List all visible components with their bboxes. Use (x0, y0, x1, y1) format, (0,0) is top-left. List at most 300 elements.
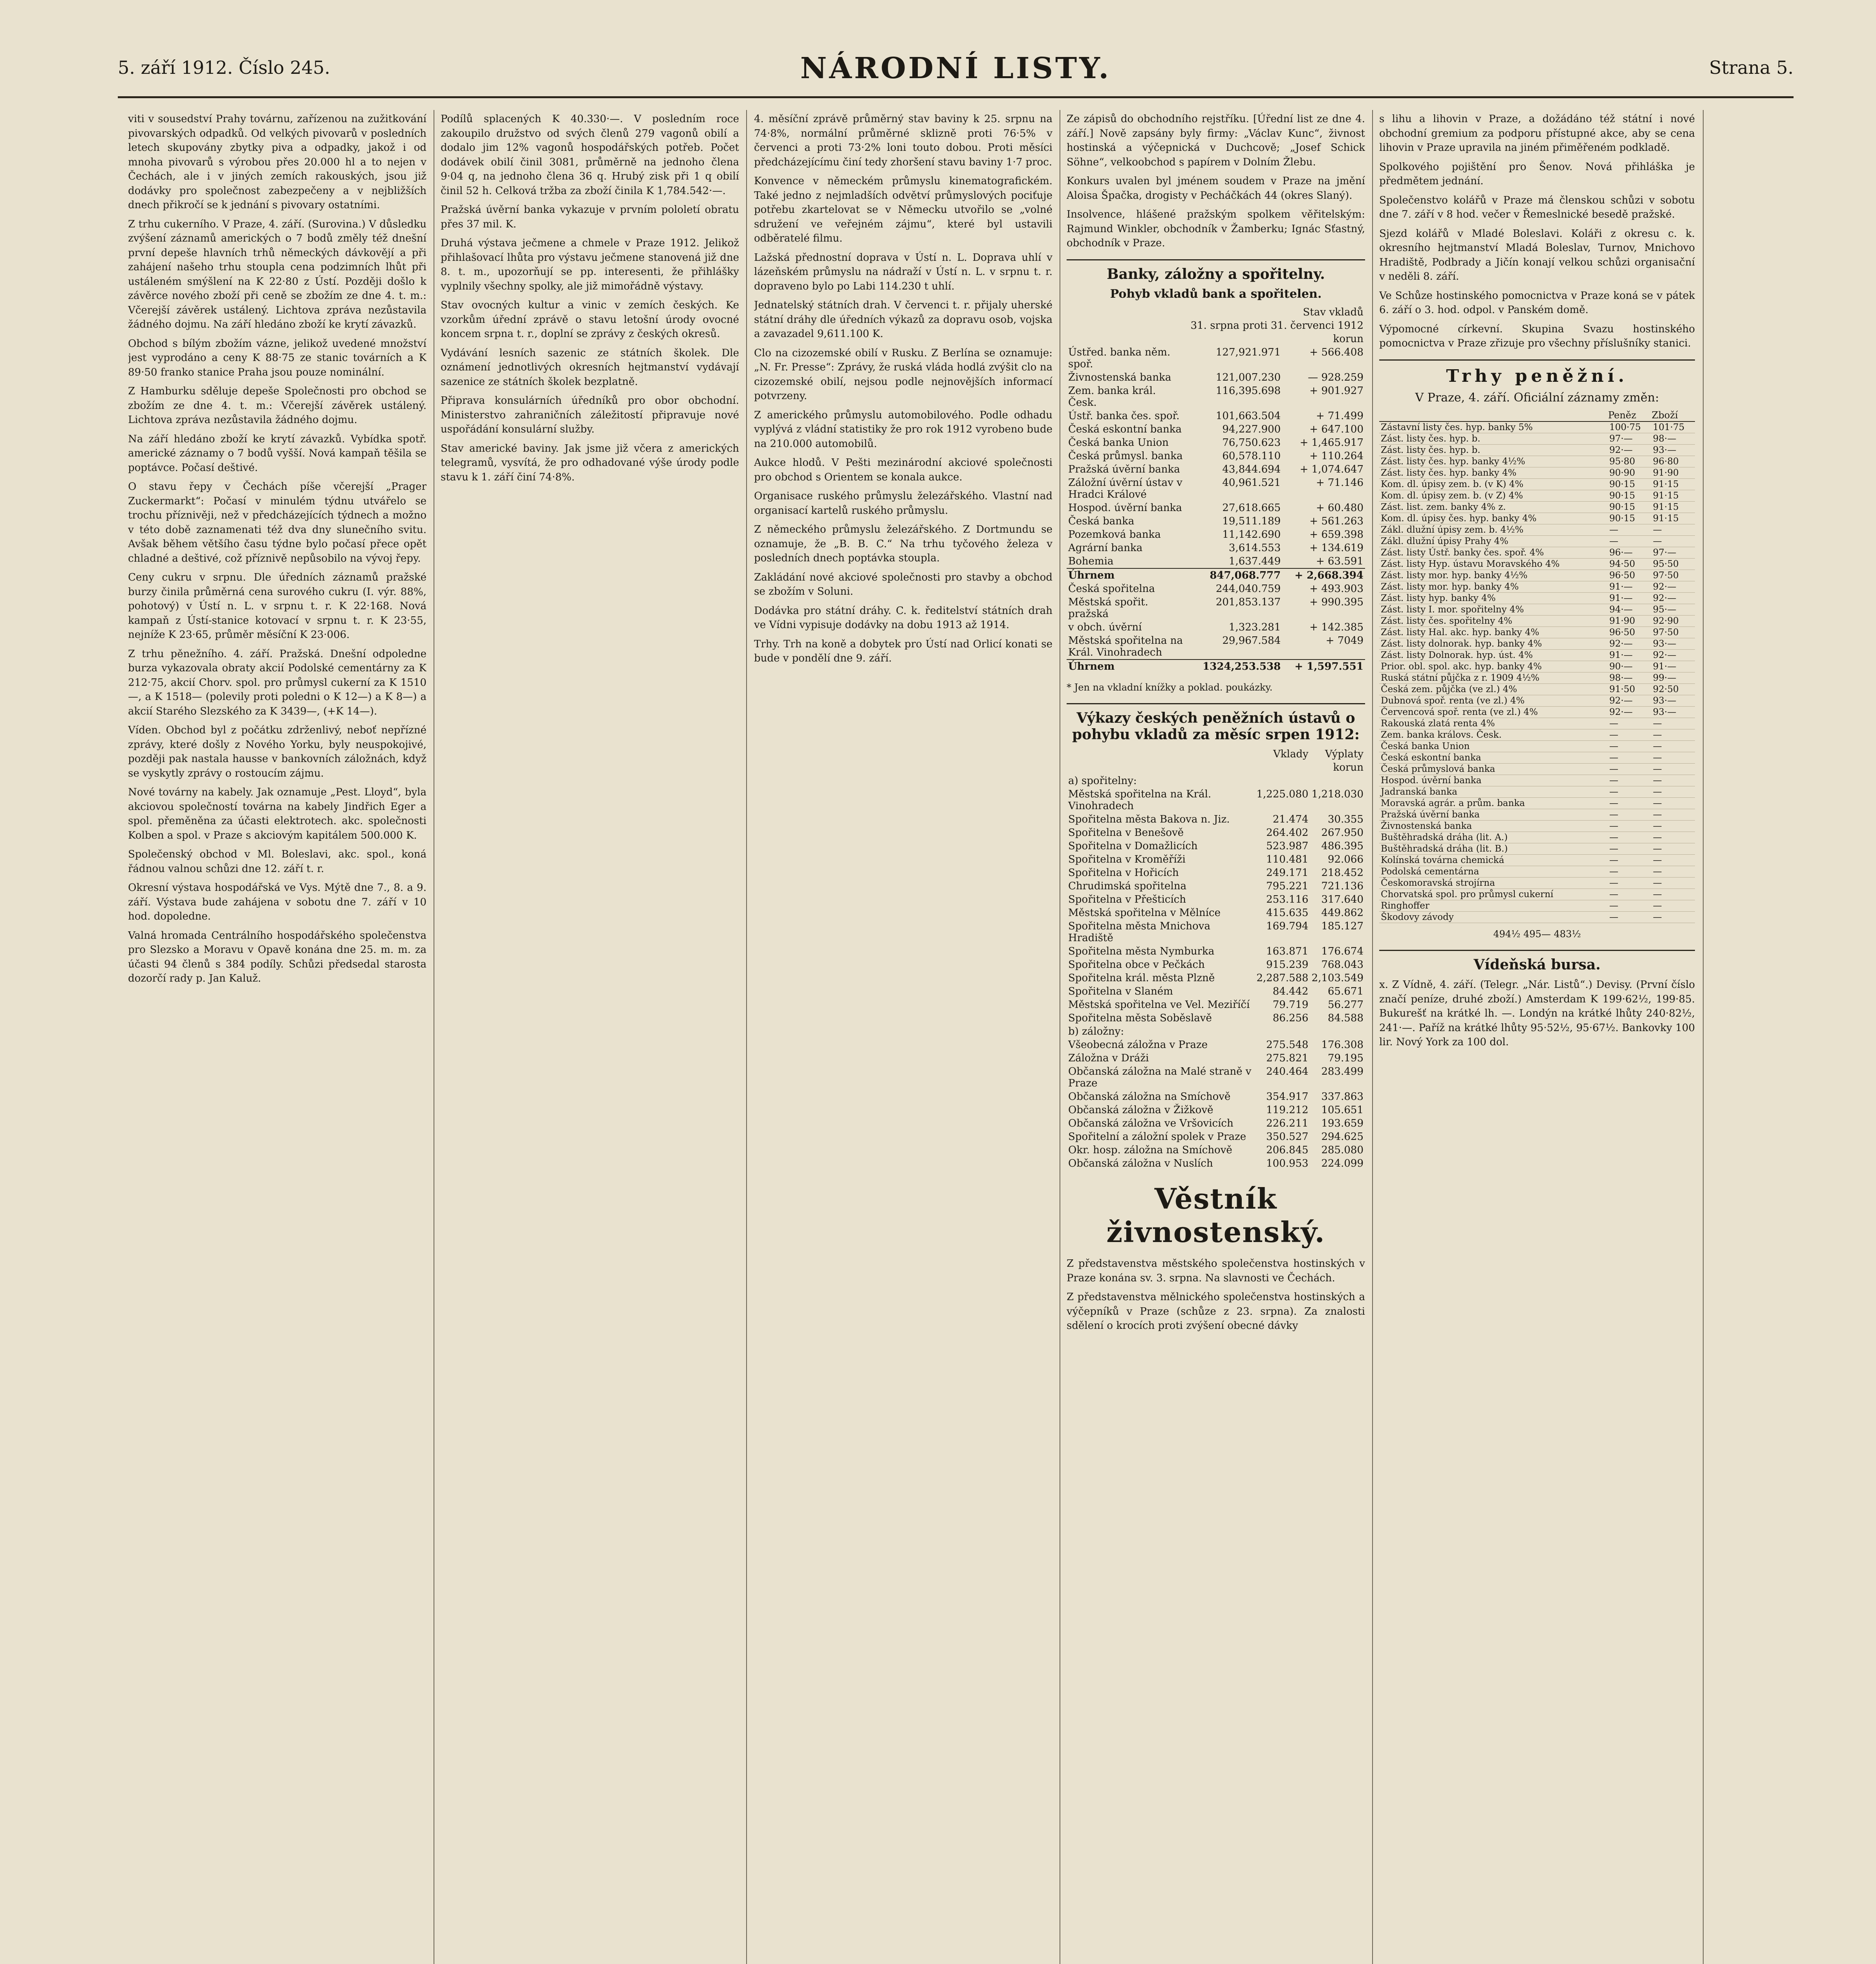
table-row (1067, 476, 1365, 501)
row-value: 100·75 (1608, 421, 1651, 433)
row-value: 224.099 (1321, 1158, 1364, 1169)
table-row (1067, 371, 1365, 384)
row-label: Zást. listy čes. hyp. banky 4½% (1379, 456, 1608, 467)
row-value: 267.950 (1321, 827, 1364, 839)
row-value: 110.481 (1266, 854, 1309, 865)
row-value: 92.066 (1328, 854, 1364, 865)
header-rule (118, 96, 1794, 98)
row-value: — (1608, 900, 1651, 911)
article-paragraph: Valná hromada Centrálního hospodářského společenstva pro Slezsko a Moravu v Opavě konána dne 25. m. m. za účasti 94 členů s 384 podíly. Schůzi předsedal starosta dozorčí rady p. Jan Kaluž. (128, 929, 426, 984)
table-row (1379, 695, 1695, 706)
row-label: Pozemková banka (1068, 528, 1161, 540)
table-header: Peněz (1608, 409, 1651, 421)
column-divider (1372, 110, 1373, 1964)
row-value: 92·— (1608, 695, 1651, 706)
row-value: 56.277 (1328, 999, 1364, 1011)
table-row (1067, 1011, 1365, 1025)
table-row (1067, 920, 1365, 945)
row-value: 226.211 (1266, 1118, 1309, 1129)
table-row (1379, 866, 1695, 877)
row-label: Červencová spoř. renta (ve zl.) 4% (1379, 706, 1608, 718)
row-value: — (1651, 889, 1695, 900)
table-row (1067, 866, 1365, 879)
row-label: Zem. banka královs. Česk. (1379, 729, 1608, 740)
table-row (1379, 558, 1695, 570)
table-row (1067, 813, 1365, 826)
table-row (1067, 541, 1365, 555)
row-label: Zást. listy Ústř. banky čes. spoř. 4% (1379, 547, 1608, 558)
column-2 (441, 112, 739, 1964)
row-value: + 71.499 (1316, 410, 1364, 422)
row-value: 95·80 (1608, 456, 1651, 467)
row-value: 354.917 (1266, 1091, 1309, 1103)
row-value: — (1651, 820, 1695, 832)
row-value: — (1608, 809, 1651, 820)
row-value: 91·90 (1608, 615, 1651, 627)
row-label: Občanská záložna na Smíchově (1068, 1091, 1231, 1103)
row-value: — (1608, 877, 1651, 889)
table-row (1067, 985, 1365, 998)
article-paragraph: Pražská úvěrní banka vykazuje v prvním pololetí obratu přes 37 mil. K. (441, 204, 739, 230)
table-row (1067, 634, 1365, 660)
table-header: 31. srpna proti 31. červenci 1912 (1190, 319, 1364, 332)
row-value: 79.719 (1272, 999, 1309, 1011)
row-label: Moravská agrár. a prům. banka (1379, 797, 1608, 809)
row-value: — (1651, 866, 1695, 877)
row-label: Buštěhradská dráha (lit. B.) (1379, 843, 1608, 854)
row-value: 91·50 (1608, 683, 1651, 695)
row-value: 768.043 (1321, 959, 1364, 971)
table-row (1379, 501, 1695, 513)
row-value: + 1,465.917 (1299, 436, 1364, 449)
row-label: Městská spořit. pražská (1068, 596, 1148, 620)
table-row (1379, 729, 1695, 740)
table-row (1067, 1038, 1365, 1052)
row-value: — (1651, 877, 1695, 889)
row-label: Spořitelna v Hořicích (1068, 867, 1179, 879)
row-value: 1,218.030 (1311, 788, 1364, 800)
row-value: 121,007.230 (1215, 371, 1281, 383)
table-row (1067, 1143, 1365, 1157)
row-value: 93·— (1651, 444, 1695, 456)
row-label: Buštěhradská dráha (lit. A.) (1379, 832, 1608, 843)
row-label: Zást. listy čes. spořitelny 4% (1379, 615, 1608, 627)
row-label: Hospod. úvěrní banka (1068, 502, 1182, 514)
row-value: 91·— (1651, 661, 1695, 672)
column-4 (1067, 112, 1365, 1964)
article-paragraph: Zakládání nové akciové společnosti pro stavby a obchod se zbožím v Soluni. (754, 571, 1052, 597)
row-value: 244,040.759 (1215, 583, 1281, 595)
article-paragraph: Víden. Obchod byl z počátku zdrženlivý, neboť nepřízné zprávy, které došly z Nového Yorku, byly neuspokojivé, později pak nastala hausse v bankovních záložnách, když se vyskytly zprávy o rostoucím zájmu. (128, 724, 426, 779)
table-row (1067, 1052, 1365, 1065)
article-paragraph: Vydávání lesních sazenic ze státních školek. Dle oznámení jednotlivých okresních hejtmanství vydávají sazenice ze státních školek bezplatně. (441, 347, 739, 388)
table-row (1067, 555, 1365, 568)
row-label: Spořitelna města Nymburka (1068, 945, 1215, 957)
row-value: + 134.619 (1309, 542, 1364, 554)
table-row (1379, 433, 1695, 444)
table-row (1067, 423, 1365, 436)
row-label: Ringhoffer (1379, 900, 1608, 911)
article-paragraph: Konvence v německém průmyslu kinematografickém. Také jedno z nejmladších odvětví průmyslových pociťuje potřebu zkartelovat se v Německu utvořilo se „volné sdružení ve veřejném zájmu“, které byl ustavili odběratelé filmu. (754, 175, 1052, 244)
row-label: Zást. listy I. mor. spořitelny 4% (1379, 604, 1608, 615)
row-label: Chorvatská spol. pro průmysl cukerní (1379, 889, 1608, 900)
row-label: Spořitelní a záložní spolek v Praze (1068, 1131, 1246, 1143)
row-value: 285.080 (1321, 1144, 1364, 1156)
table-row (1379, 820, 1695, 832)
table-row (1379, 877, 1695, 889)
row-value: 92·— (1651, 581, 1695, 592)
row-value: + 566.408 (1309, 346, 1364, 358)
row-value: + 7049 (1325, 634, 1364, 647)
table-row (1379, 809, 1695, 820)
table-row (1067, 945, 1365, 958)
masthead-title: NÁRODNÍ LISTY. (800, 51, 1111, 85)
row-value: 98·— (1608, 672, 1651, 683)
article-paragraph: Druhá výstava ječmene a chmele v Praze 1912. Jelikož přihlašovací lhůta pro výstavu ječmene stanovená již dne 8. t. m., upozorňují se pp. interesenti, že přihlášky vyplnily všechny spolky, ale již mimořádně výstavy. (441, 237, 739, 292)
row-value: 486.395 (1321, 840, 1364, 852)
row-label: Zástavní listy čes. hyp. banky 5% (1379, 421, 1608, 433)
row-label: Ústř. banka čes. spoř. (1068, 410, 1180, 422)
table-row (1067, 501, 1365, 515)
row-value: — (1651, 535, 1695, 547)
row-label: Městská spořitelna ve Vel. Meziříčí (1068, 999, 1250, 1011)
row-value: 275.548 (1266, 1039, 1309, 1051)
row-label: Podolská cementárna (1379, 866, 1608, 877)
table-row (1379, 490, 1695, 501)
table-row (1067, 906, 1365, 920)
row-value: — (1608, 843, 1651, 854)
row-value: 176.674 (1321, 945, 1364, 957)
row-value: 415.635 (1266, 907, 1309, 919)
row-label: Rakouská zlatá renta 4% (1379, 718, 1608, 729)
table-row (1379, 592, 1695, 604)
article-paragraph: s lihu a lihovin v Praze, a dožádáno též státní i nové obchodní gremium za podporu přístupné akce, aby se cena lihovin v Praze upravila na jiném přiměřeném podkladě. (1379, 113, 1695, 154)
row-label: Agrární banka (1068, 542, 1143, 554)
row-value: 79.195 (1328, 1052, 1364, 1064)
table-row (1379, 570, 1695, 581)
article-paragraph: Z představenstva mělnického společenstva hostinských a výčepníků v Praze (schůze z 23. srpna). Za znalosti sdělení o krocích proti zvýšení obecné dávky (1067, 1291, 1365, 1332)
bank-table-subtitle: Pohyb vkladů bank a spořitelen. (1110, 287, 1322, 301)
money-market-heading: Trhy peněžní. (1379, 359, 1695, 386)
row-value: + 493.903 (1309, 583, 1364, 595)
table-row (1379, 740, 1695, 752)
row-value: — (1651, 763, 1695, 775)
row-value: — (1651, 718, 1695, 729)
row-label: Městská spořitelna na Král. Vinohradech (1068, 634, 1183, 658)
article-paragraph: Z trhu cukerního. V Praze, 4. září. (Surovina.) V důsledku zvýšení záznamů amerických o 7 bodů změly též dnešní první depeše hlavních trhů německých dávkovějí a při zahájení našeho trhu stoupla cena podzimních lhůt při ustáleném smýšlení na K 22·80 z Ústí. Později došlo k závěrce nového zboží při ceně se zbožím ze dne 4. t. m.: Včerejší závěrek ustálený. Lichtova zpráva nezůstavila žádného dojmu. Na září hledáno zboží ke krytí závazků. (128, 218, 426, 330)
row-value: — (1651, 843, 1695, 854)
column-5 (1379, 112, 1695, 1964)
row-value: 94·50 (1608, 558, 1651, 570)
table-row (1067, 528, 1365, 541)
row-value: 96·— (1608, 547, 1651, 558)
article-paragraph: Z představenstva městského společenstva hostinských v Praze konána sv. 3. srpna. Na slavnosti ve Čechách. (1067, 1258, 1365, 1284)
row-value: 92·50 (1651, 683, 1695, 695)
deposit-table-title: Výkazy českých peněžních ústavů o pohybu vkladů za měsíc srpen 1912: (1067, 703, 1365, 743)
row-value: 91·— (1608, 581, 1651, 592)
article-paragraph: Clo na cizozemské obilí v Rusku. Z Berlína se oznamuje: „N. Fr. Presse“: Zprávy, že ruská vláda hodlá zvýšit clo na cizozemské obilí, nejsou podle nejnovějších informací potvrzeny. (754, 347, 1052, 402)
row-value: — (1651, 729, 1695, 740)
row-value: 97·— (1651, 547, 1695, 558)
article-paragraph: Organisace ruského průmyslu železářského. Vlastní nad organisací kartelů ruského průmyslu. (754, 490, 1052, 517)
article-paragraph: Konkurs uvalen byl jménem soudem v Praze na jmění Aloisa Špačka, drogisty v Pecháčkách 44 (okres Slaný). (1067, 175, 1365, 202)
table-row (1379, 524, 1695, 535)
table-row (1067, 384, 1365, 409)
row-value: — (1651, 775, 1695, 786)
row-label: Záložní úvěrní ústav v Hradci Králové (1068, 476, 1182, 500)
row-value: 65.671 (1328, 986, 1364, 997)
table-header: korun (1333, 333, 1364, 345)
article-paragraph: Ceny cukru v srpnu. Dle úředních záznamů pražské burzy činila průměrná cena surového cukru (I. výr. 88%, pohotový) v Ústí n. L. v srpnu t. r. K 22·168. Nová kampaň z Ústí-stanice kotovací v srpnu t. r. K 23·55, nejníže K 23·65, průměr měsíční K 23·006. (128, 572, 426, 641)
row-label: Občanská záložna v Nuslích (1068, 1158, 1213, 1169)
row-label: Česká průmysl. banka (1068, 450, 1183, 462)
vienna-bourse-heading: Vídeňská bursa. (1379, 950, 1695, 973)
row-label: Občanská záložna na Malé straně v Praze (1068, 1066, 1252, 1089)
row-label: Pražská úvěrní banka (1379, 809, 1608, 820)
row-value: 91·15 (1651, 501, 1695, 513)
row-value: 116,395.698 (1215, 385, 1281, 397)
article-paragraph: viti v sousedství Prahy továrnu, zařízenou na zužitkování pivovarských odpadků. Od velkých pivovarů v posledních letech skupovány zbytky piva a odpadky, jakož i od mnoha pivovarů s výrobou přes 20.000 hl a to nejen v Čechách, ale i v jiných zemích rakouských, jsou již dodávky pro společnost zabezpečeny a v nejbližších dnech přikročí se k jednání s pivovary ostatními. (128, 113, 426, 211)
row-value: — (1608, 832, 1651, 843)
row-value: 19,511.189 (1222, 515, 1281, 527)
row-value: 90·15 (1608, 513, 1651, 524)
row-value: 193.659 (1321, 1118, 1364, 1129)
row-label: Kom. dl. úpisy čes. hyp. banky 4% (1379, 513, 1608, 524)
column-3 (754, 112, 1052, 1964)
table-row (1067, 595, 1365, 621)
table-header: korun (1333, 762, 1364, 773)
row-value: 1,637.449 (1228, 555, 1281, 567)
article-paragraph: Z Hamburku sděluje depeše Společnosti pro obchod se zbožím ze dne 4. t. m.: Včerejší závěrek ustálený. Lichtova zpráva nezůstavila žádného dojmu. (128, 385, 426, 426)
row-value: 92·— (1608, 638, 1651, 649)
table-row-total: Úhrnem 847,068.777 + 2,668.394 (1067, 568, 1365, 582)
article-paragraph: Stav ovocných kultur a vinic v zemích českých. Ke vzorkům úřední zprávě o stavu letošní úrody ovocné koncem srpna t. r., doplní se zprávy z českých okresů. (441, 299, 739, 340)
article-paragraph: Výpomocné církevní. Skupina Svazu hostinského pomocnictva v Praze zřizuje pro všechny příslušníky stanici. (1379, 323, 1695, 349)
table-row (1067, 1157, 1365, 1170)
row-label: Záložna v Dráži (1068, 1052, 1149, 1064)
row-value: — (1651, 740, 1695, 752)
row-value: 92·90 (1651, 615, 1695, 627)
row-value: 95·— (1651, 604, 1695, 615)
row-label: Spořitelna města Bakova n. Jiz. (1068, 813, 1230, 825)
table-row (1379, 786, 1695, 797)
row-label: Prior. obl. spol. akc. hyp. banky 4% (1379, 661, 1608, 672)
table-row-total: Úhrnem 1324,253.538 + 1,597.551 (1067, 660, 1365, 673)
row-value: + 659.398 (1309, 528, 1364, 540)
row-label: Zást. listy Dolnorak. hyp. úst. 4% (1379, 649, 1608, 661)
row-label: Spořitelna města Soběslavě (1068, 1012, 1212, 1024)
row-value: 240.464 (1266, 1066, 1309, 1077)
table-row (1067, 958, 1365, 971)
row-value: 29,967.584 (1222, 634, 1281, 647)
table-row (1379, 911, 1695, 923)
row-label: Kolínská továrna chemická (1379, 854, 1608, 866)
row-value: 92·— (1608, 706, 1651, 718)
row-value: — (1608, 820, 1651, 832)
table-header: Vklady (1273, 748, 1309, 760)
page-number: Strana 5. (1709, 57, 1794, 78)
column-divider (746, 110, 747, 1964)
table-row (1379, 854, 1695, 866)
row-value: 94·— (1608, 604, 1651, 615)
row-value: — (1608, 718, 1651, 729)
row-value: 119.212 (1266, 1104, 1309, 1116)
row-value: 97·50 (1651, 570, 1695, 581)
row-value: 96·80 (1651, 456, 1695, 467)
table-row (1379, 513, 1695, 524)
row-value: 96·50 (1608, 570, 1651, 581)
row-label: Zást. list. zem. banky 4% z. (1379, 501, 1608, 513)
table-row (1379, 638, 1695, 649)
table-row (1067, 1117, 1365, 1130)
row-value: 91·15 (1651, 513, 1695, 524)
table-row (1067, 409, 1365, 423)
row-value: 90·— (1608, 661, 1651, 672)
row-label: Škodovy závody (1379, 911, 1608, 923)
row-value: 185.127 (1321, 920, 1364, 932)
row-value: 90·15 (1608, 478, 1651, 490)
row-label: Česká eskontní banka (1379, 752, 1608, 763)
article-paragraph: Sjezd kolářů v Mladé Boleslavi. Koláři z okresu c. k. okresního hejtmanství Mladá Boleslav, Turnov, Mnichovo Hradiště, Podbrady a Jičín konají velkou schůzi organisační v neděli 8. září. (1379, 227, 1695, 282)
table-section-label: b) záložny: (1068, 1026, 1124, 1037)
row-value: — (1651, 524, 1695, 535)
row-value: 93·— (1651, 638, 1695, 649)
article-paragraph: Stav americké baviny. Jak jsme již včera z amerických telegramů, vysvítá, že pro odhadované výše úrody podle stavu k 1. září činí 74·8%. (441, 442, 739, 483)
article-paragraph: O stavu řepy v Čechách píše včerejší „Prager Zuckermarkt“: Počasí v minulém týdnu utvářelo se trochu příznivěji, než v předcházejících týdnech a možno v této době zaznamenati též dva dny slunečního svitu. Avšak během většího času týdne bylo počasí přece opět chladné a deštivé, což příznivě nepůsobilo na vývoj řepy. (128, 481, 426, 564)
column-divider (1703, 110, 1704, 1964)
row-label: Zást. listy dolnorak. hyp. banky 4% (1379, 638, 1608, 649)
row-label: Pražská úvěrní banka (1068, 463, 1180, 475)
row-value: — (1651, 900, 1695, 911)
article-paragraph: Na září hledáno zboží ke krytí závazků. Vybídka spotř. americké záznamy o 7 bodů vyšší. Nová kampaň těšila se poptávce. Počasí deštivé. (128, 433, 426, 474)
row-label: Zákl. dlužní úpisy zem. b. 4½% (1379, 524, 1608, 535)
row-label: Zást. listy čes. hyp. b. (1379, 433, 1608, 444)
row-value: 915.239 (1266, 959, 1309, 971)
row-value: 60,578.110 (1222, 450, 1281, 462)
stock-quotes-table (1379, 409, 1695, 923)
row-value: 218.452 (1321, 867, 1364, 879)
row-value: 101,663.504 (1215, 410, 1281, 422)
row-label: Zást. listy Hal. akc. hyp. banky 4% (1379, 627, 1608, 638)
row-value: 94,227.900 (1222, 423, 1281, 435)
table-row (1067, 826, 1365, 839)
row-value: 176.308 (1321, 1039, 1364, 1051)
row-value: + 63.591 (1316, 555, 1364, 567)
row-label: Česká průmyslová banka (1379, 763, 1608, 775)
row-label: Spořitelna obce v Pečkách (1068, 959, 1205, 971)
row-value: 127,921.971 (1215, 346, 1281, 358)
row-value: 317.640 (1321, 894, 1364, 905)
row-value: 99·— (1651, 672, 1695, 683)
row-value: — (1608, 729, 1651, 740)
row-value: 264.402 (1266, 827, 1309, 839)
deposit-movement-table (1067, 747, 1365, 1170)
row-value: 43,844.694 (1222, 463, 1281, 475)
row-value: — (1651, 797, 1695, 809)
table-row (1379, 456, 1695, 467)
row-label: Občanská záložna v Žižkově (1068, 1104, 1213, 1116)
row-label: Zást. listy mor. hyp. banky 4% (1379, 581, 1608, 592)
row-label: Živnostenská banka (1068, 371, 1171, 383)
row-value: 100.953 (1266, 1158, 1309, 1169)
table-row (1067, 1130, 1365, 1143)
article-paragraph: Podílů splacených K 40.330·—. V posledním roce zakoupilo družstvo od svých členů 279 vagonů obilí a dodalo jim 12% vagonů hospodářských potřeb. Počet dodávek obilí činil 3081, průměrně na jednoho člena 9·04 q, na jednoho člena 36 q. Hrubý zisk při 1 q obilí činil 52 h. Celková tržba za zboží činila K 1,784.542·—. (441, 113, 739, 197)
row-value: 169.794 (1266, 920, 1309, 932)
row-label: Zást. listy Hyp. ústavu Moravského 4% (1379, 558, 1608, 570)
table-row (1379, 547, 1695, 558)
row-label: Všeobecná záložna v Praze (1068, 1039, 1208, 1051)
row-value: 96·50 (1608, 627, 1651, 638)
row-label: Živnostenská banka (1379, 820, 1608, 832)
row-label: Občanská záložna ve Vršovicích (1068, 1118, 1234, 1129)
table-row (1379, 752, 1695, 763)
row-value: 101·75 (1651, 421, 1695, 433)
table-row (1379, 421, 1695, 433)
row-value: 2,287.588 (1256, 972, 1309, 984)
row-label: Jadranská banka (1379, 786, 1608, 797)
row-label: Česká banka Union (1068, 436, 1169, 449)
row-value: 283.499 (1321, 1066, 1364, 1077)
table-header: Výplaty (1325, 748, 1364, 760)
row-value: — (1608, 740, 1651, 752)
row-value: 91·— (1608, 592, 1651, 604)
table-row (1067, 971, 1365, 985)
row-value: 97·— (1608, 433, 1651, 444)
row-value: 40,961.521 (1222, 476, 1281, 489)
row-value: 95·50 (1651, 558, 1695, 570)
row-label: Zákl. dlužní úpisy Prahy 4% (1379, 535, 1608, 547)
row-value: — (1608, 763, 1651, 775)
table-row (1067, 1065, 1365, 1090)
table-row (1379, 900, 1695, 911)
row-value: 90·15 (1608, 490, 1651, 501)
article-paragraph: Z amerického průmyslu automobilového. Podle odhadu vyplývá z vládní statistiky že pro rok 1912 vyrobeno bude na 210.000 automobilů. (754, 409, 1052, 450)
article-paragraph: Ze zápisů do obchodního rejstříku. [Úřední list ze dne 4. září.] Nově zapsány byly firmy: „Václav Kunc“, živnost hostinská a výčepnická v Duchcově; „Josef Schick Söhne“, velkoobchod s papírem v Dolním Žlebu. (1067, 113, 1365, 168)
row-value: 249.171 (1266, 867, 1309, 879)
table-row (1067, 788, 1365, 813)
row-value: + 561.263 (1309, 515, 1364, 527)
row-label: Okr. hosp. záložna na Smíchově (1068, 1144, 1232, 1156)
table-row (1379, 775, 1695, 786)
row-value: + 110.264 (1309, 450, 1364, 462)
row-value: — (1651, 854, 1695, 866)
row-value: + 142.385 (1309, 621, 1364, 633)
table-row (1067, 1090, 1365, 1103)
row-value: 93·— (1651, 706, 1695, 718)
row-value: 523.987 (1266, 840, 1309, 852)
row-value: — (1608, 524, 1651, 535)
table-row (1067, 893, 1365, 906)
table-row (1379, 797, 1695, 809)
article-paragraph: x. Z Vídně, 4. září. (Telegr. „Nár. Listů“.) Devisy. (První číslo značí peníze, druhé zboží.) Amsterdam K 199·62½, 199·85. Bukurešť na krátké lh. —. Londýn na krátké lhůty 240·82½, 241·—. Paříž na krátké lhůty 95·52½, 95·67½. Bankovky 100 lir. Nový York za 100 dol. (1379, 979, 1695, 1048)
row-label: Česká eskontní banka (1068, 423, 1182, 435)
article-paragraph: Insolvence, hlášené pražským spolkem věřitelským: Rajmund Winkler, obchodník v Žamberku; Ignác Sťastný, obchodník v Praze. (1067, 209, 1365, 249)
row-value: 275.821 (1266, 1052, 1309, 1064)
table-row (1067, 839, 1365, 853)
issue-date: 5. září 1912. Číslo 245. (118, 57, 330, 78)
money-market-subtitle: V Praze, 4. září. Oficiální záznamy změn: (1415, 390, 1659, 405)
row-label: Spořitelna v Kroměříži (1068, 854, 1186, 865)
row-value: 105.651 (1321, 1104, 1364, 1116)
row-value: — (1608, 786, 1651, 797)
article-paragraph: Z německého průmyslu železářského. Z Dortmundu se oznamuje, že „B. B. C.“ Na trhu tyčového železa v posledních dnech poptávka stoupla. (754, 524, 1052, 564)
table-row (1379, 672, 1695, 683)
row-label: Česká banka (1068, 515, 1135, 527)
row-label: Spořitelna v Domažlicích (1068, 840, 1198, 852)
article-paragraph: Jednatelský státních drah. V červenci t. r. přijaly uherské státní dráhy dle úředních výkazů za dopravu osob, vojska a zavazadel 9,611.100 K. (754, 299, 1052, 340)
row-value: 721.136 (1321, 880, 1364, 892)
table-row (1067, 346, 1365, 371)
